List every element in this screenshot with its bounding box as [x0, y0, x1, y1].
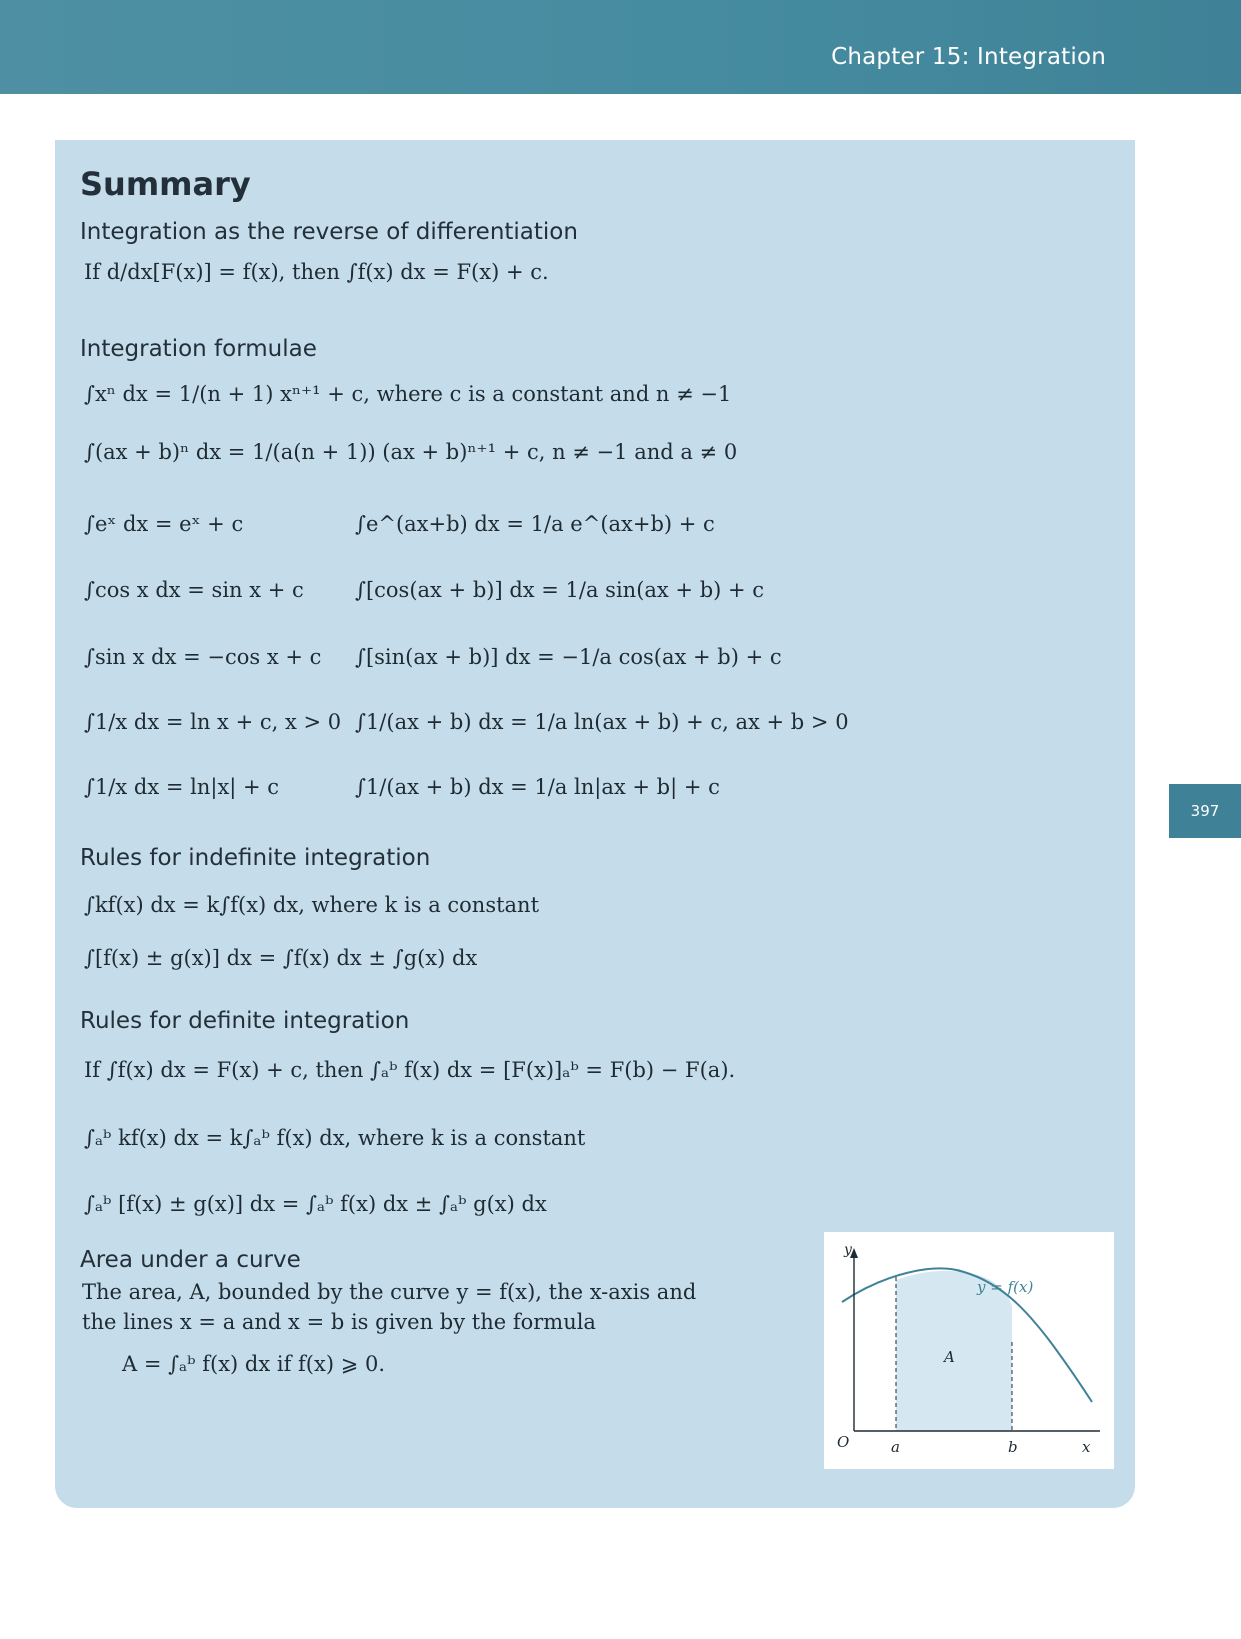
- formula-power-rule: ∫xⁿ dx = 1/(n + 1) xⁿ⁺¹ + c, where c is a constant and n ≠ −1: [84, 382, 732, 406]
- rule-definite-sum-difference: ∫ₐᵇ [f(x) ± g(x)] dx = ∫ₐᵇ f(x) dx ± ∫ₐᵇ g(x) dx: [84, 1192, 547, 1216]
- formula-sin: ∫sin x dx = −cos x + c: [84, 645, 322, 669]
- rule-sum-difference: ∫[f(x) ± g(x)] dx = ∫f(x) dx ± ∫g(x) dx: [84, 946, 478, 970]
- formula-linear-power-rule: ∫(ax + b)ⁿ dx = 1/(a(n + 1)) (ax + b)ⁿ⁺¹ + c, n ≠ −1 and a ≠ 0: [84, 440, 738, 464]
- summary-title: Summary: [80, 165, 251, 203]
- area-formula: A = ∫ₐᵇ f(x) dx if f(x) ⩾ 0.: [122, 1352, 386, 1376]
- heading-area-under-curve: Area under a curve: [80, 1247, 301, 1273]
- chapter-title: Chapter 15: Integration: [831, 44, 1106, 70]
- heading-indefinite-rules: Rules for indefinite integration: [80, 845, 431, 871]
- formula-reverse-of-differentiation: If d/dx[F(x)] = f(x), then ∫f(x) dx = F(x) + c.: [84, 260, 549, 284]
- y-axis-label: y: [844, 1242, 852, 1258]
- formula-sin-linear: ∫[sin(ax + b)] dx = −1/a cos(ax + b) + c: [355, 645, 782, 669]
- origin-label: O: [837, 1433, 850, 1451]
- area-description-line-1: The area, A, bounded by the curve y = f(x), the x-axis and: [82, 1280, 697, 1304]
- heading-integration-formulae: Integration formulae: [80, 336, 317, 362]
- x-axis-label: x: [1082, 1438, 1091, 1456]
- formula-exp-linear: ∫e^(ax+b) dx = 1/a e^(ax+b) + c: [355, 512, 715, 536]
- chapter-header-bar: [0, 0, 1241, 94]
- heading-reverse-of-differentiation: Integration as the reverse of differentiation: [80, 219, 578, 245]
- area-description-line-2: the lines x = a and x = b is given by the formula: [82, 1310, 596, 1334]
- curve-label: y = f(x): [977, 1278, 1034, 1296]
- formula-reciprocal: ∫1/x dx = ln x + c, x > 0: [84, 710, 342, 734]
- formula-reciprocal-linear-abs: ∫1/(ax + b) dx = 1/a ln|ax + b| + c: [355, 775, 720, 799]
- area-under-curve-graph: [824, 1232, 1114, 1469]
- formula-cos: ∫cos x dx = sin x + c: [84, 578, 304, 602]
- graph-svg: [824, 1232, 1114, 1469]
- formula-reciprocal-abs: ∫1/x dx = ln|x| + c: [84, 775, 280, 799]
- a-label: a: [891, 1438, 900, 1456]
- formula-reciprocal-linear: ∫1/(ax + b) dx = 1/a ln(ax + b) + c, ax + b > 0: [355, 710, 849, 734]
- area-label: A: [944, 1348, 955, 1366]
- b-label: b: [1008, 1438, 1018, 1456]
- rule-definite-evaluation: If ∫f(x) dx = F(x) + c, then ∫ₐᵇ f(x) dx = [F(x)]ₐᵇ = F(b) − F(a).: [84, 1058, 736, 1082]
- formula-cos-linear: ∫[cos(ax + b)] dx = 1/a sin(ax + b) + c: [355, 578, 765, 602]
- rule-definite-constant-multiple: ∫ₐᵇ kf(x) dx = k∫ₐᵇ f(x) dx, where k is a constant: [84, 1126, 586, 1150]
- heading-definite-rules: Rules for definite integration: [80, 1008, 410, 1034]
- rule-constant-multiple: ∫kf(x) dx = k∫f(x) dx, where k is a constant: [84, 893, 540, 917]
- page-number-tab: 397: [1169, 784, 1241, 838]
- formula-exp: ∫eˣ dx = eˣ + c: [84, 512, 244, 536]
